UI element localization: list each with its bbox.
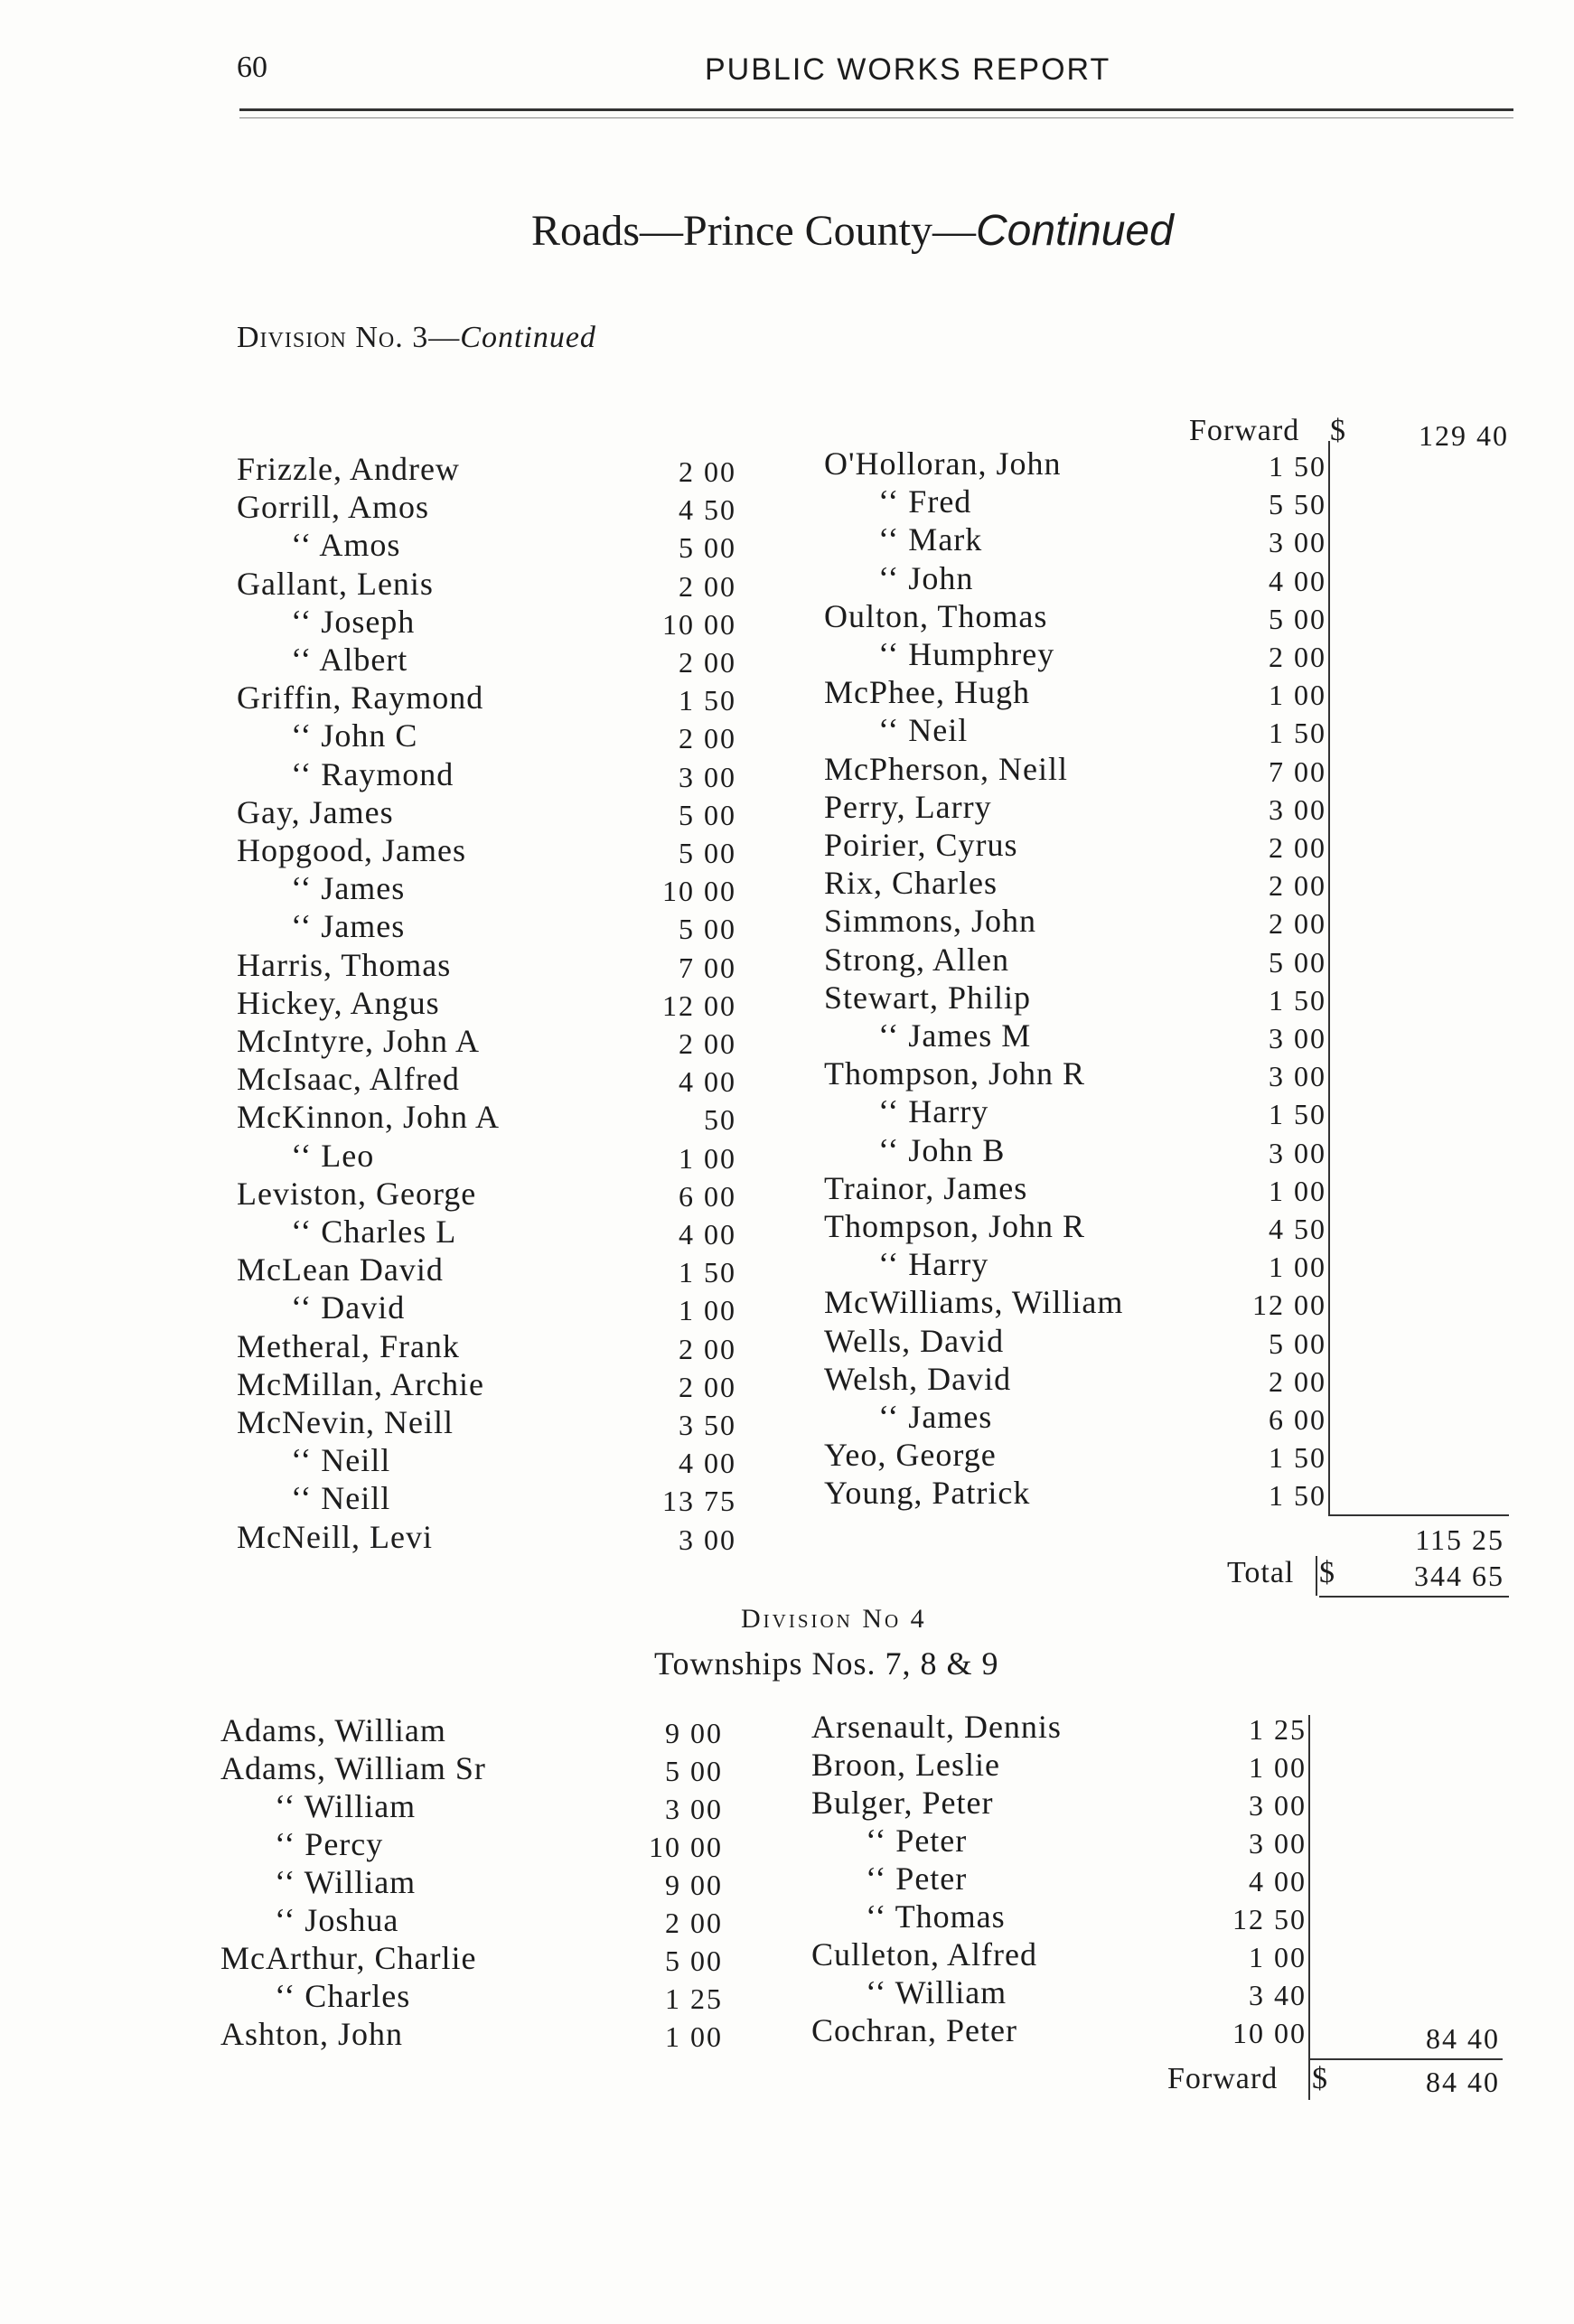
- division-3-total: 344 65: [1414, 1560, 1504, 1592]
- ledger-entry-name: Trainor, James: [824, 1169, 1028, 1206]
- forward-label-bottom: Forward: [1167, 2062, 1279, 2095]
- ledger-entry-amount: 5 00: [665, 1755, 723, 1787]
- ledger-entry-name: Simmons, John: [824, 903, 1037, 940]
- title-continued: Continued: [975, 207, 1174, 255]
- ledger-entry-amount: 4 50: [1269, 1213, 1326, 1245]
- ledger-entry-amount: 2 00: [1269, 869, 1326, 903]
- ledger-entry-name: Adams, William: [220, 1712, 446, 1748]
- ledger-entry-amount: 3 00: [1269, 1060, 1326, 1093]
- ledger-entry-amount: 13 75: [662, 1485, 736, 1518]
- ledger-entry-amount: 5 00: [679, 837, 736, 869]
- ledger-entry-amount: 1 00: [1269, 1251, 1326, 1284]
- ledger-entry-amount: 1 25: [665, 1982, 723, 2015]
- ledger-entry-name: Gay, James: [237, 793, 394, 830]
- ledger-entry-amount: 3 40: [1249, 1979, 1307, 2011]
- ledger-entry-name: McPherson, Neill: [824, 750, 1068, 787]
- ledger-entry-amount: 1 50: [1269, 1441, 1326, 1475]
- ledger-entry-amount: 10 00: [662, 607, 736, 641]
- ledger-entry-amount: 10 00: [649, 1831, 723, 1863]
- ledger-entry-amount: 10 00: [1232, 2017, 1307, 2049]
- total-label: Total: [1227, 1556, 1295, 1589]
- ledger-entry-amount: 12 00: [662, 989, 736, 1022]
- ledger-entry-amount: 1 00: [1269, 679, 1326, 712]
- ledger-entry-amount: 5 00: [679, 798, 736, 831]
- division-3-heading: [237, 321, 596, 355]
- ledger-entry-amount: 3 00: [1249, 1827, 1307, 1860]
- ledger-entry-amount: 7 00: [679, 951, 736, 984]
- ledger-entry-name: Stewart, Philip: [824, 979, 1031, 1016]
- ledger-entry-name: Frizzle, Andrew: [237, 451, 460, 487]
- ledger-entry-name: Griffin, Raymond: [237, 679, 484, 717]
- ledger-entry-amount: 6 00: [1269, 1403, 1326, 1436]
- division-3-label: Division No. 3—: [237, 321, 461, 354]
- ledger-entry-name: Perry, Larry: [824, 788, 992, 825]
- total-dollar: $: [1319, 1556, 1335, 1589]
- ledger-entry-amount: 7 00: [1269, 754, 1326, 788]
- ledger-entry-amount: 3 50: [679, 1409, 736, 1441]
- ledger-entry-name: O'Holloran, John: [824, 445, 1062, 482]
- ledger-entry-name: ‘‘ John C: [291, 717, 418, 754]
- ledger-entry-amount: 2 00: [1269, 907, 1326, 941]
- ledger-entry-amount: 9 00: [665, 1717, 723, 1749]
- title-main: Roads—Prince County—: [531, 207, 976, 255]
- ledger-entry-amount: 50: [704, 1103, 736, 1137]
- ledger-entry-name: ‘‘ Joshua: [275, 1902, 399, 1938]
- ledger-entry-amount: 6 00: [679, 1179, 736, 1213]
- townships-heading: Townships Nos. 7, 8 & 9: [654, 1645, 999, 1682]
- ledger-entry-name: ‘‘ Harry: [878, 1093, 989, 1130]
- ledger-entry-name: McIntyre, John A: [237, 1023, 480, 1059]
- ledger-entry-name: Harris, Thomas: [237, 946, 452, 983]
- division-4-subtotal: 84 40: [1426, 2022, 1500, 2055]
- ledger-entry-name: McNeill, Levi: [237, 1518, 433, 1555]
- ledger-entry-amount: 4 00: [1269, 564, 1326, 597]
- ledger-entry-name: McArthur, Charlie: [220, 1940, 477, 1976]
- total-underline: [1319, 1596, 1509, 1598]
- ledger-entry-amount: 2 00: [679, 1332, 736, 1365]
- ledger-entry-name: ‘‘ David: [291, 1289, 406, 1326]
- ledger-entry-amount: 5 00: [679, 913, 736, 946]
- ledger-entry-name: Oulton, Thomas: [824, 597, 1048, 634]
- ledger-entry-amount: 4 00: [679, 1218, 736, 1251]
- ledger-entry-name: Hopgood, James: [237, 832, 466, 868]
- forward-amount-bottom: 84 40: [1426, 2066, 1500, 2098]
- division-3-subtotal-rule: [1328, 1514, 1509, 1516]
- ledger-entry-name: Poirier, Cyrus: [824, 827, 1018, 863]
- ledger-entry-name: Welsh, David: [824, 1360, 1012, 1397]
- ledger-entry-name: McKinnon, John A: [237, 1099, 501, 1136]
- ledger-entry-amount: 3 00: [1249, 1789, 1307, 1822]
- ledger-entry-name: ‘‘ Mark: [878, 521, 983, 558]
- ledger-entry-amount: 1 25: [1249, 1713, 1307, 1746]
- ledger-entry-amount: 1 00: [1249, 1751, 1307, 1784]
- ledger-entry-amount: 3 00: [1269, 1022, 1326, 1054]
- forward-label: Forward: [1189, 414, 1300, 447]
- ledger-entry-name: Broon, Leslie: [811, 1747, 1000, 1783]
- ledger-entry-name: McPhee, Hugh: [824, 674, 1030, 711]
- ledger-entry-name: ‘‘ Joseph: [291, 603, 416, 640]
- ledger-entry-amount: 5 50: [1269, 488, 1326, 521]
- ledger-entry-name: McLean David: [237, 1251, 444, 1289]
- ledger-entry-name: ‘‘ James M: [878, 1017, 1032, 1054]
- ledger-entry-name: ‘‘ Charles L: [291, 1214, 457, 1250]
- total-rule-vertical: [1316, 1556, 1317, 1596]
- ledger-entry-name: ‘‘ Neill: [291, 1442, 391, 1479]
- ledger-entry-name: ‘‘ Amos: [291, 527, 401, 564]
- ledger-entry-name: ‘‘ John: [878, 559, 974, 596]
- ledger-entry-amount: 2 00: [679, 569, 736, 603]
- ledger-entry-name: McMillan, Archie: [237, 1365, 484, 1402]
- division-4-subtotal-rule: [1308, 2058, 1503, 2060]
- ledger-entry-amount: 4 00: [679, 1065, 736, 1099]
- ledger-entry-amount: 1 50: [679, 684, 736, 717]
- ledger-entry-amount: 5 00: [1269, 602, 1326, 635]
- ledger-entry-name: ‘‘ Harry: [878, 1246, 989, 1283]
- ledger-entry-amount: 4 00: [1249, 1865, 1307, 1898]
- ledger-entry-name: Young, Patrick: [824, 1475, 1031, 1512]
- forward-amount: 129 40: [1419, 419, 1509, 452]
- division-3-column-rule: [1328, 441, 1330, 1516]
- ledger-entry-name: Thompson, John R: [824, 1055, 1086, 1092]
- ledger-entry-amount: 1 00: [679, 1294, 736, 1327]
- header-rule: [239, 108, 1513, 111]
- page-title: [531, 206, 1174, 256]
- ledger-entry-amount: 1 00: [679, 1141, 736, 1175]
- ledger-entry-name: Rix, Charles: [824, 865, 998, 902]
- ledger-entry-name: Strong, Allen: [824, 941, 1010, 978]
- ledger-entry-name: ‘‘ Fred: [878, 483, 972, 520]
- ledger-entry-name: Thompson, John R: [824, 1208, 1086, 1244]
- ledger-entry-amount: 5 00: [665, 1944, 723, 1977]
- ledger-entry-amount: 3 00: [679, 1523, 736, 1556]
- ledger-entry-name: Culleton, Alfred: [811, 1936, 1037, 1973]
- ledger-entry-name: ‘‘ Leo: [291, 1137, 375, 1174]
- forward-dollar-bottom: $: [1312, 2062, 1328, 2095]
- ledger-entry-amount: 2 00: [679, 722, 736, 755]
- running-title: PUBLIC WORKS REPORT: [705, 52, 1111, 87]
- ledger-entry-name: ‘‘ Raymond: [291, 755, 454, 792]
- ledger-entry-name: Ashton, John: [220, 2016, 404, 2052]
- ledger-entry-amount: 12 00: [1252, 1289, 1326, 1322]
- ledger-entry-name: Wells, David: [824, 1322, 1005, 1359]
- ledger-entry-amount: 1 50: [1269, 1479, 1326, 1513]
- division-3-continued: Continued: [460, 321, 596, 354]
- ledger-entry-amount: 3 00: [679, 760, 736, 793]
- ledger-entry-name: ‘‘ Neill: [291, 1480, 391, 1517]
- ledger-entry-amount: 2 00: [679, 1370, 736, 1403]
- header-rule-thin: [239, 117, 1513, 118]
- ledger-entry-amount: 1 00: [1249, 1941, 1307, 1973]
- ledger-entry-name: ‘‘ James: [878, 1399, 993, 1435]
- ledger-entry-amount: 3 00: [665, 1793, 723, 1825]
- ledger-entry-amount: 10 00: [662, 875, 736, 908]
- ledger-entry-amount: 9 00: [665, 1869, 723, 1901]
- ledger-entry-amount: 1 50: [1269, 983, 1326, 1017]
- ledger-entry-name: ‘‘ John B: [878, 1131, 1006, 1168]
- ledger-entry-name: ‘‘ Peter: [866, 1823, 968, 1859]
- ledger-entry-name: ‘‘ Peter: [866, 1860, 968, 1897]
- ledger-entry-name: Cochran, Peter: [811, 2012, 1017, 2048]
- ledger-entry-name: Yeo, George: [824, 1437, 997, 1474]
- ledger-entry-amount: 4 50: [679, 493, 736, 527]
- division-4-heading: Division No 4: [741, 1604, 927, 1634]
- ledger-entry-name: Gallant, Lenis: [237, 565, 434, 602]
- ledger-entry-name: McIsaac, Alfred: [237, 1061, 460, 1098]
- ledger-entry-amount: 3 00: [1269, 792, 1326, 826]
- ledger-entry-name: McWilliams, William: [824, 1284, 1124, 1321]
- ledger-entry-amount: 1 50: [1269, 450, 1326, 483]
- ledger-entry-name: Hickey, Angus: [237, 984, 440, 1021]
- ledger-entry-amount: 1 00: [1269, 1174, 1326, 1207]
- ledger-entry-amount: 1 00: [665, 2020, 723, 2053]
- ledger-entry-name: Adams, William Sr: [220, 1750, 486, 1786]
- ledger-entry-name: Arsenault, Dennis: [811, 1709, 1062, 1745]
- ledger-entry-name: ‘‘ William: [866, 1974, 1007, 2010]
- ledger-entry-amount: 2 00: [1269, 641, 1326, 673]
- ledger-entry-amount: 5 00: [679, 531, 736, 565]
- ledger-entry-name: ‘‘ William: [275, 1864, 417, 1900]
- ledger-entry-amount: 4 00: [679, 1447, 736, 1480]
- ledger-entry-amount: 3 00: [1269, 526, 1326, 559]
- ledger-entry-amount: 2 00: [1269, 1364, 1326, 1398]
- ledger-entry-name: ‘‘ James: [291, 908, 406, 945]
- ledger-entry-amount: 1 50: [1269, 717, 1326, 750]
- ledger-entry-amount: 2 00: [1269, 831, 1326, 864]
- ledger-entry-amount: 2 00: [665, 1907, 723, 1939]
- ledger-entry-name: ‘‘ William: [275, 1788, 417, 1824]
- forward-dollar: $: [1330, 414, 1346, 447]
- ledger-entry-amount: 1 50: [1269, 1098, 1326, 1131]
- ledger-entry-amount: 5 00: [1269, 1326, 1326, 1360]
- ledger-entry-amount: 2 00: [679, 455, 736, 488]
- ledger-entry-amount: 1 50: [679, 1256, 736, 1289]
- ledger-entry-name: ‘‘ Albert: [291, 642, 408, 678]
- ledger-entry-amount: 3 00: [1269, 1136, 1326, 1169]
- ledger-entry-amount: 5 00: [1269, 945, 1326, 979]
- ledger-entry-amount: 12 50: [1232, 1903, 1307, 1935]
- ledger-entry-name: Gorrill, Amos: [237, 489, 430, 526]
- ledger-entry-name: ‘‘ Humphrey: [878, 636, 1055, 672]
- page-number: 60: [237, 51, 267, 84]
- ledger-entry-amount: 2 00: [679, 646, 736, 679]
- division-3-subtotal: 115 25: [1415, 1523, 1504, 1556]
- ledger-entry-name: ‘‘ Thomas: [866, 1898, 1006, 1935]
- ledger-entry-name: Metheral, Frank: [237, 1327, 460, 1364]
- ledger-entry-name: Leviston, George: [237, 1175, 477, 1212]
- ledger-entry-name: ‘‘ Percy: [275, 1826, 384, 1862]
- ledger-entry-name: ‘‘ Neil: [878, 712, 969, 749]
- ledger-entry-amount: 2 00: [679, 1027, 736, 1060]
- forward-rule-bottom: [1308, 2060, 1310, 2100]
- ledger-entry-name: McNevin, Neill: [237, 1404, 454, 1440]
- division-4-column-rule: [1308, 1715, 1310, 2058]
- ledger-entry-name: ‘‘ Charles: [275, 1978, 411, 2014]
- ledger-entry-name: ‘‘ James: [291, 870, 406, 907]
- ledger-entry-name: Bulger, Peter: [811, 1785, 994, 1821]
